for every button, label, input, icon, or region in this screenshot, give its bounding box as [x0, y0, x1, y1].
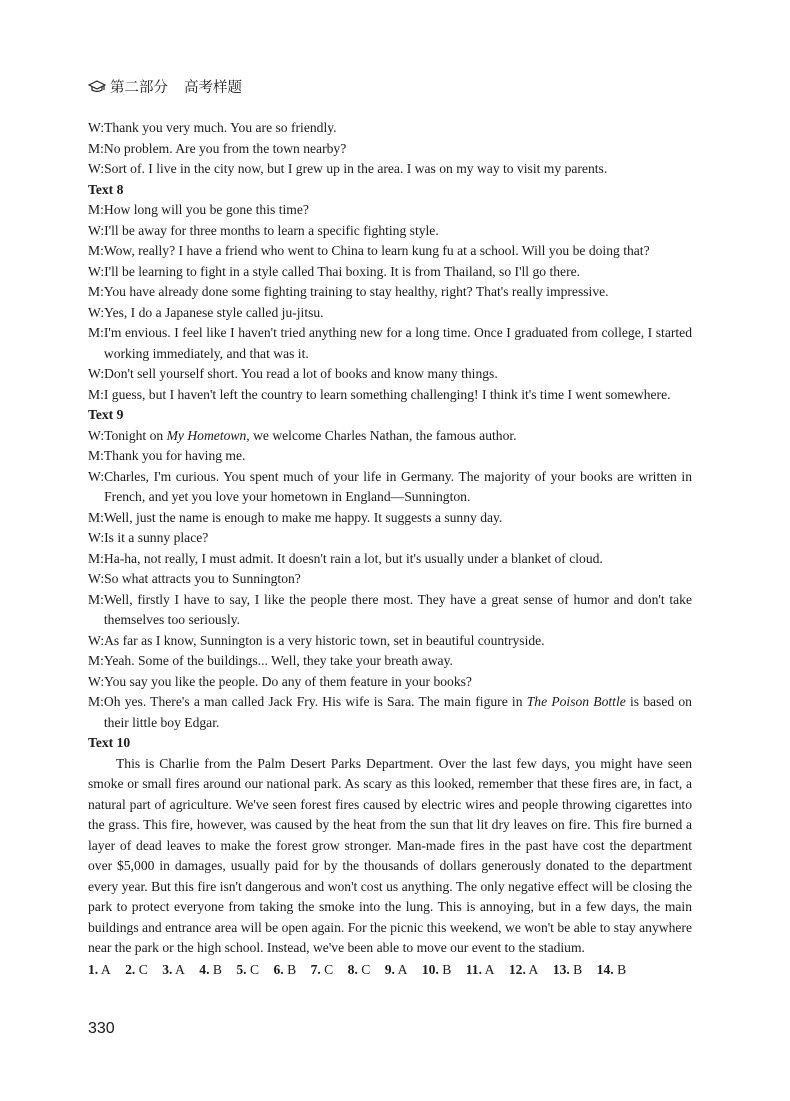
- dialogue-line: W: Tonight on My Hometown, we welcome Charles Nathan, the famous author.: [88, 427, 517, 443]
- answer-item: 5. C: [236, 961, 260, 977]
- answer-item: 13. B: [552, 961, 583, 977]
- dialogue-line: W: Yes, I do a Japanese style called ju-jitsu.: [88, 304, 324, 320]
- answer-item: 2. C: [125, 961, 148, 977]
- answer-item: 9. A: [384, 961, 408, 977]
- dialogue-line: W: Sort of. I live in the city now, but I grew up in the area. I was on my way to visit my parents.: [88, 161, 608, 176]
- dialogue-line: W: I'll be learning to fight in a style called Thai boxing. It is from Thailand, so I'll go there.: [88, 263, 581, 279]
- dialogue-line: M: Yeah. Some of the buildings... Well, they take your breath away.: [88, 653, 453, 668]
- dialogue-line: W: Charles, I'm curious. You spent much of your life in Germany. The majority of your books are written in French, and yet you love your hometown in England—Sunnington.: [88, 468, 692, 504]
- monologue-paragraph: This is Charlie from the Palm Desert Parks Department. Over the last few days, you might have seen smoke or small fires around our national park. As scary as this looked, remember that these fires are, in fact, a natural part of agriculture. We've seen forest fires caused by electric wires and people throwing cigarettes into the grass. This fire, however, was caused by the heat from the sun that lit dry leaves on fire. This fire burned a layer of dead leaves to make the forest grow stronger. Man-made fires in the past have cost the department over $5,000 in damages, usually paid for by the thousands of dollars generously donated to the department every year. But this fire isn't dangerous and won't cost us anything. The only negative effect will be closing the park to protect everyone from taking the smoke into the lung. This is annoying, but in a few days, the main buildings and entrance area will be open again. For the picnic this weekend, we won't be able to stay anywhere near the park or the high school. Instead, we've been able to move our event to the stadium.: [88, 755, 692, 955]
- dialogue-line: M: Oh yes. There's a man called Jack Fry. His wife is Sara. The main figure in The Poison Bottle is based on their little boy Edgar.: [88, 694, 692, 730]
- section-label: 第二部分: [110, 80, 168, 96]
- show-title: My Hometown: [166, 427, 247, 443]
- text10-section: [88, 733, 692, 959]
- dialogue-line: W: I'll be away for three months to learn a specific fighting style.: [88, 222, 439, 238]
- answer-item: 12. A: [508, 961, 539, 977]
- dialogue-line: W: Don't sell yourself short. You read a lot of books and know many things.: [88, 366, 498, 381]
- dialogue-line: M: I'm envious. I feel like I haven't tried anything new for a long time. Once I graduated from college, I started working immediately, and that was it.: [88, 325, 692, 361]
- section-heading: Text 10: [88, 735, 131, 750]
- dialogue-line: M: You have already done some fighting training to stay healthy, right? That's really impressive.: [88, 284, 609, 299]
- page-number: 330: [88, 1020, 115, 1037]
- answer-item: 6. B: [273, 961, 297, 977]
- dialogue-line: W: Thank you very much. You are so friendly.: [88, 120, 337, 135]
- text8-section: [88, 180, 692, 406]
- dialogue-line: W: Is it a sunny place?: [88, 530, 209, 545]
- dialogue-line: M: How long will you be gone this time?: [88, 202, 309, 217]
- page-header: [88, 76, 242, 97]
- dialogue-line: M: Well, firstly I have to say, I like the people there most. They have a great sense of humor and don't take themselves too seriously.: [88, 591, 692, 627]
- dialogue-line: W: You say you like the people. Do any of them feature in your books?: [88, 673, 472, 689]
- book-title: The Poison Bottle: [526, 694, 626, 709]
- answer-item: 7. C: [310, 961, 334, 977]
- text9-section: [88, 405, 692, 733]
- section-heading: Text 9: [88, 407, 124, 422]
- section-title: 高考样题: [184, 80, 242, 96]
- dialogue-line: W: So what attracts you to Sunnington?: [88, 571, 301, 586]
- dialogue-line: M: Wow, really? I have a friend who went to China to learn kung fu at a school. Will you be doing that?: [88, 243, 650, 258]
- page-content: [88, 118, 692, 980]
- dialogue-line: M: Well, just the name is enough to make me happy. It suggests a sunny day.: [88, 509, 503, 525]
- dialogue-line: M: I guess, but I haven't left the country to learn something challenging! I think it's time I went somewhere.: [88, 386, 671, 402]
- answer-item: 14. B: [596, 961, 627, 977]
- dialogue-line: M: Ha-ha, not really, I must admit. It doesn't rain a lot, but it's usually under a blanket of cloud.: [88, 550, 603, 566]
- answer-key: [88, 960, 692, 981]
- answer-item: 11. A: [465, 961, 495, 977]
- section-heading: Text 8: [88, 181, 124, 197]
- graduation-cap-icon: [88, 80, 106, 94]
- answer-item: 3. A: [162, 961, 185, 977]
- dialogue-line: M: Thank you for having me.: [88, 448, 246, 463]
- dialogue-line: W: As far as I know, Sunnington is a very historic town, set in beautiful countryside.: [88, 632, 545, 648]
- text7-tail: [88, 118, 692, 180]
- answer-item: 10. B: [421, 961, 452, 977]
- answer-item: 4. B: [199, 961, 222, 977]
- dialogue-line: M: No problem. Are you from the town nearby?: [88, 140, 347, 156]
- answer-item: 8. C: [347, 961, 371, 977]
- answer-item: 1. A: [88, 961, 111, 977]
